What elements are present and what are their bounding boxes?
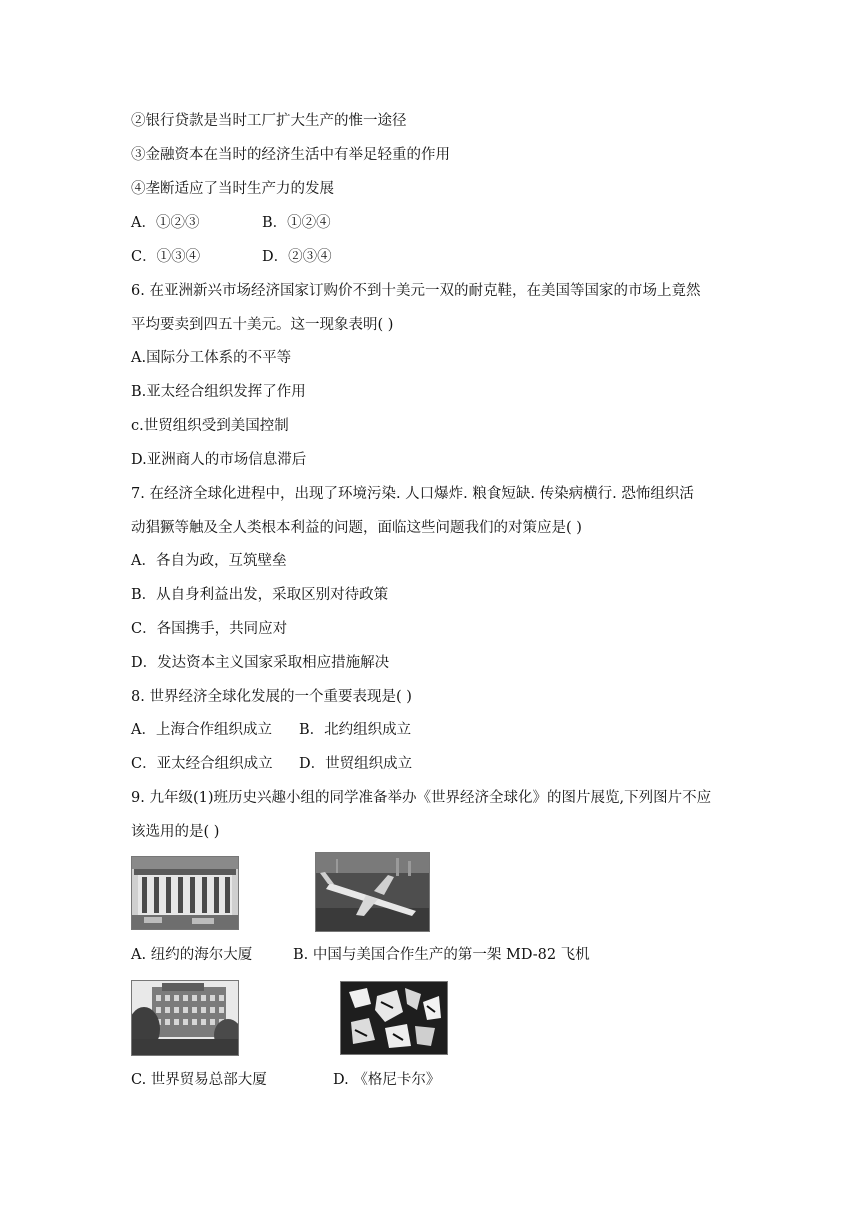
guernica-painting-image (340, 981, 448, 1055)
q5-option-c: C．①③④ (131, 249, 201, 265)
q5-option-a: A．①②③ (131, 215, 200, 231)
q8-option-a: A．上海合作组织成立 (131, 722, 272, 738)
question-9-line-1: 9. 九年级(1)班历史兴趣小组的同学准备举办《世界经济全球化》的图片展览,下列图片不应 (131, 790, 712, 806)
question-7-line-2: 动猖獗等触及全人类根本利益的问题，面临这些问题我们的对策应是( ) (131, 520, 582, 536)
question-6-line-1: 6. 在亚洲新兴市场经济国家订购价不到十美元一双的耐克鞋，在美国等国家的市场上竟然 (131, 283, 701, 299)
q8-option-d: D．世贸组织成立 (299, 756, 413, 772)
question-8: 8. 世界经济全球化发展的一个重要表现是( ) (131, 689, 412, 705)
question-7-line-1: 7. 在经济全球化进程中，出现了环境污染. 人口爆炸. 粮食短缺. 传染病横行. 恐怖组织活 (131, 486, 694, 502)
q6-option-d: D.亚洲商人的市场信息滞后 (131, 452, 307, 468)
q7-option-b: B．从自身利益出发，采取区别对待政策 (131, 587, 389, 603)
question-6-line-2: 平均要卖到四五十美元。这一现象表明( ) (131, 317, 394, 333)
caption-d: D. 《格尼卡尔》 (333, 1072, 441, 1088)
q6-option-b: B.亚太经合组织发挥了作用 (131, 384, 306, 400)
caption-b: B. 中国与美国合作生产的第一架 MD-82 飞机 (293, 947, 590, 963)
q5-option-b: B．①②④ (262, 215, 331, 231)
haier-building-image (131, 856, 239, 930)
q8-option-c: C．亚太经合组织成立 (131, 756, 273, 772)
q6-option-a: A.国际分工体系的不平等 (131, 350, 292, 366)
statement-4: ④垄断适应了当时生产力的发展 (131, 181, 334, 197)
question-9-line-2: 该选用的是( ) (131, 824, 220, 840)
q7-option-a: A．各自为政，互筑壁垒 (131, 553, 287, 569)
q6-option-c: c.世贸组织受到美国控制 (131, 418, 289, 434)
q8-option-b: B．北约组织成立 (299, 722, 412, 738)
wto-headquarters-image (131, 980, 239, 1056)
md82-airplane-image (315, 852, 430, 932)
caption-c: C. 世界贸易总部大厦 (131, 1072, 267, 1088)
q7-option-d: D．发达资本主义国家采取相应措施解决 (131, 655, 390, 671)
q7-option-c: C．各国携手，共同应对 (131, 621, 288, 637)
statement-2: ②银行贷款是当时工厂扩大生产的惟一途径 (131, 113, 407, 129)
caption-a: A. 纽约的海尔大厦 (131, 947, 253, 963)
statement-3: ③金融资本在当时的经济生活中有举足轻重的作用 (131, 147, 450, 163)
q5-option-d: D．②③④ (262, 249, 332, 265)
